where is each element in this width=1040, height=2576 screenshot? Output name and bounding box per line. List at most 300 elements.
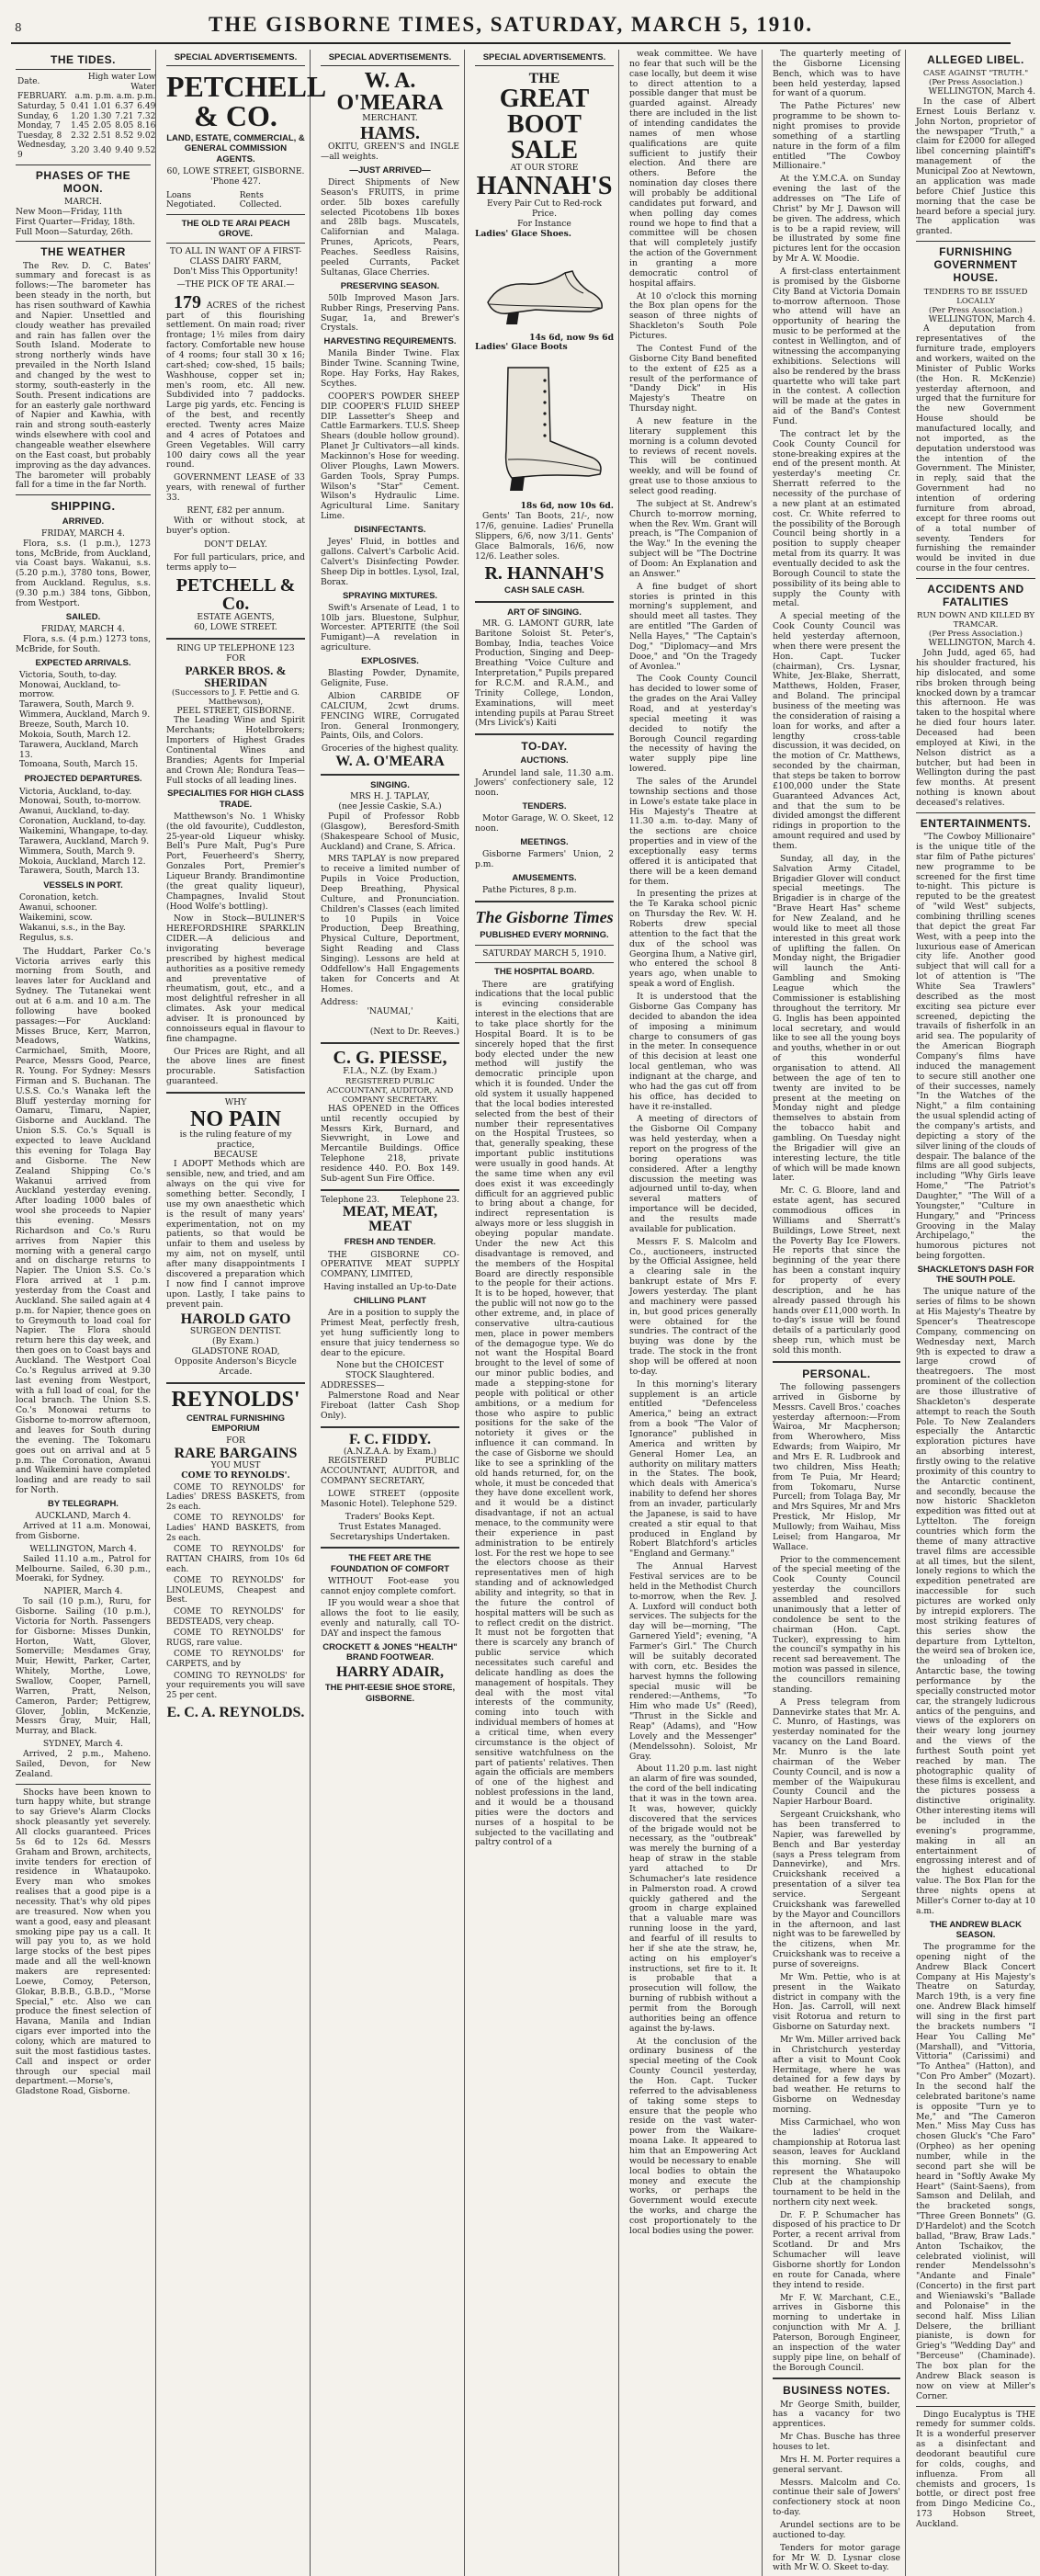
tides-time: 2.32	[71, 131, 90, 141]
nopain-why: WHY	[224, 1097, 247, 1108]
list-item: Tarawera, South, March 9.	[19, 699, 134, 710]
list-item: Coronation, Auckland, to-day.	[19, 816, 146, 827]
entertainments-heading: ENTERTAINMENTS.	[920, 816, 1032, 830]
moon-line: New Moon—Friday, 11th	[16, 206, 123, 217]
dingo-ad: Dingo Eucalyptus is THE remedy for summer colds. It is a wonderful preserver as a disinfectant and deodorant beautiful cure for colds, coughs, and influenza. From all chemists and grocers, 1s bottle, or direct post free from Dingo Medicine Co., 173 Hobson Street, Auckland.	[916, 2409, 1035, 2529]
gato-exam: (By Exam.)	[211, 1336, 260, 1347]
personal-paragraph: Miss Carmichael, who won the ladies' croquet championship at Rotorua last season, leaves for Auckland this morning. She will represent the Whataupoko Club at the championship tournament to be held in the northern city next week.	[773, 2116, 900, 2207]
list-item: Awanui, Auckland, to-day.	[19, 806, 130, 817]
peach-delay: DON'T DELAY.	[204, 539, 267, 550]
personal-paragraph: Dr. F. P. Schumacher has disposed of his practice to Dr Porter, a recent arrival from Scotland. Dr and Mrs Schumacher will leave Gisborne shortly for London en route for Canada, where they intend to reside.	[773, 2209, 900, 2290]
column-1	[11, 50, 156, 2576]
news-paragraph: The quarterly meeting of the Gisborne Licensing Bench, which was to have been held yesterday, lapsed for want of a quorum.	[773, 49, 900, 99]
taplay-nee: (nee Jessie Caskie, S.A.)	[338, 801, 442, 812]
meat-title: MEAT, MEAT, MEAT	[342, 1204, 438, 1235]
house-sub: TENDERS TO BE ISSUED LOCALLY	[923, 287, 1028, 306]
tides-header-date: Date.	[17, 77, 40, 87]
personal-paragraph: Mr Wm. Miller arrived back in Christchurch yesterday after a visit to Mount Cook Hermitage, where he was detained for a few days by bad weather. He returns to Gisborne on Wednesday morning.	[773, 2035, 900, 2116]
list-item: Monowai, South, to-morrow.	[19, 796, 141, 807]
art-singing-text: MR. G. LAMONT GURR, late Baritone Soloist St. Peter's, Bombay, India, teaches Voice Production, Singing and Deep-Breathing "Voice Culture and Interpretation," Pupils prepared for R.C.M. and R.A.M., and Trinity College, London, Examinations, will meet intending pupils at Parau Street (Mrs Livick's) Kaiti	[475, 618, 614, 729]
omeara-footer: W. A. O'MEARA	[335, 754, 445, 770]
misc-notes: Shocks have been known to turn happy white, but strange to say Grieve's Alarm Clocks shock pleasantly yet severely. All clocks guaranteed. Prices 5s 6d to 12s 6d. Messrs Graham and Brown, architects, invite tenders for erection of residence in Whataupoko. Every man who smokes realises that a good pipe is a necessity. That's why old pipes are treasured. Now when you want a good, easy and pleasant smoking pipe pay us a call. It will pay you to, as we hold large stocks of the best pipes made and all the well-known makers are represented: Loewe, Comoy, Peterson, Glokar, B.B.B., G.B.D., "Morse Special," etc. Also we can produce the finest selection of Havana, Manila and Indian cigars ever imported into the colony, which are matured to suit the most fastidious tastes. Call and inspect or order through our special mail department.—Morse's, Gladstone Road, Gisborne.	[16, 1787, 151, 2097]
omeara-hams: HAMS.	[360, 123, 420, 144]
today-meetings: MEETINGS.	[520, 837, 569, 848]
list-item: Waikemini, Whangape, to-day.	[19, 825, 149, 836]
house-assoc: (Per Press Association.)	[929, 305, 1023, 315]
column-3	[316, 50, 465, 2576]
business-paragraph: Messrs. Malcolm and Co. continue their sale of Jowers' confectionery stock at noon to-day.	[773, 2477, 900, 2518]
arrived-heading: ARRIVED.	[62, 516, 105, 527]
boot-sale: BOOT SALE	[507, 110, 582, 165]
list-item: Tarawera, South, March 13.	[19, 866, 140, 877]
house-heading: FURNISHING GOVERNMENT HOUSE.	[933, 245, 1018, 285]
boot-name: HANNAH'S	[476, 172, 613, 201]
today-heading: TO-DAY.	[521, 740, 568, 754]
peach-stock: With or without stock, at buyer's option.	[166, 515, 305, 536]
projected-list	[19, 788, 151, 878]
moon-month: MARCH.	[64, 196, 102, 207]
omeara-carbide: Albion CARBIDE OF CALCIUM, 2cwt drums. FENCING WIRE, Corrugated Iron. General Ironmongery, Paints, Oils, and Colors.	[321, 690, 459, 742]
personal-paragraph: Prior to the commencement of the special meeting of the Cook County Council yesterday the councillors assembled and resolved unanimously that a letter of condolence be sent to the chairman (Hon. Capt. Tucker), expressing to him the council's sympathy in his recent sad bereavement. The motion was passed in silence, the councillors remaining standing.	[773, 1554, 900, 1695]
special-ads-heading: SPECIAL ADVERTISEMENTS.	[166, 52, 305, 66]
taplay-text2: MRS TAPLAY is now prepared to receive a limited number of Pupils in Voice Production, Deep Breathing, Physical Culture, and Pronunciation. Children's Classes (each limited to 10 Pupils in Voice Production, Deep Breathing, Physical Culture, Deportment, Sight Reading and Class Singing). Lessons are held at Oddfellow's Hall Engagements taken for Concerts and At Homes.	[321, 854, 459, 994]
tides-header-water: High water Low Water	[87, 73, 156, 92]
news-paragraph: At 10 o'clock this morning the Box plan opens for the season of three nights of Shackleton's South Pole Pictures.	[629, 290, 757, 342]
libel-heading: ALLEGED LIBEL.	[927, 53, 1024, 66]
omeara-pres: 50lb Improved Mason Jars. Rubber Rings, Preserving Pans. Sugar, 1a, and Brewer's Crystals.	[321, 292, 459, 334]
meat-tel-left: Telephone 23.	[321, 1195, 380, 1205]
art-singing-heading: ART OF SINGING.	[507, 607, 582, 618]
omeara-harv: Manila Binder Twine. Flax Binder Twine. Scanning Twine, Rope. Hay Forks, Hay Rakes, Scythes.	[321, 348, 459, 389]
list-item: Victoria, South, to-day.	[19, 669, 118, 680]
list-item: Mokoia, South, March 12.	[19, 729, 131, 740]
shipping-heading: SHIPPING.	[51, 499, 116, 514]
omeara-text: Direct Shipments of New Season's FRUITS, in prime order. 5lb boxes carefully selected Picotobens 1lb boxes and 28lb bags. Muscatels, Californian and Malaga. Prunes, Apricots, Pears, Peaches. Seedless Raisins, peeled Currants, Packet Sultanas, Glace Cherries.	[321, 176, 459, 278]
parker-spec-heading: SPECIALITIES FOR HIGH CLASS TRADE.	[167, 789, 304, 810]
reynolds-rare: RARE BARGAINS	[174, 1445, 298, 1461]
news-paragraph: The Annual Harvest Festival services are to be held in the Methodist Church to-morrow, when the Rev. J. A. Luxford will conduct both services. The subjects for the day will be—morning, "The Garnered Yield"; evening, "A Farmer's Girl." The Church will be suitably decorated with corn, etc. Besides the harvest hymns the following special music will be rendered:—Anthems, "To Him who made Us" (Reed), "Thrust in the Sickle and Reap" (Adams), and "How Lovely and the Messenger" (Mendelssohn). Soloist, Mr Gray.	[629, 1561, 757, 1762]
column-4	[470, 50, 619, 2576]
libel-text: In the case of Albert Ernest Louis Berlanz v. John Norton, proprietor of the newspaper "Truth," a claim for £2000 for alleged libel concerning plaintiff's management of the Municipal Zoo at Newtown, an application was made before Chief Justice this morning that the case be heard before a special jury. The application was granted.	[916, 96, 1035, 237]
boot-for: For Instance	[517, 218, 571, 229]
today-tenders: TENDERS.	[522, 801, 567, 812]
column-2	[162, 50, 327, 2576]
tides-day: Saturday, 5	[17, 101, 65, 111]
newspaper-title: THE GISBORNE TIMES, SATURDAY, MARCH 5, 1910.	[208, 13, 813, 36]
times-sub: PUBLISHED EVERY MORNING.	[480, 930, 609, 941]
tides-subheader: a.m. p.m. a.m. p.m.	[74, 92, 156, 102]
tides-time: 6.37	[115, 101, 134, 111]
today-tenders-text: Motor Garage, W. O. Skeet, 12 noon.	[475, 813, 614, 834]
news-paragraph: The Pathe Pictures' new programme to be shown to-night promises to provide something of a startling nature in the form of a film entitled "The Cowboy Millionaire."	[773, 101, 900, 172]
list-item: Wimmera, South, March 9.	[19, 845, 136, 857]
hospital-text: There are gratifying indications that the local public is evincing considerable interest in the elections that are to take place shortly for the Hospital Board. It is to be sincerely hoped that the first body elected under the new method will justify the democratic principle upon which it is founded. Under the old system it usually happened that the local bodies interested selected from the best of their number their representatives on the Hospital Trustees, so that, generally speaking, these important public institutions were usually in good hands. At the same time when any evil does exist it was exceedingly difficult for an aggrieved public to bring about a change, for indirect representation is always more or less sluggish in obeying popular mandate. Under the new Act this disadvantage is removed, and the members of the Hospital Board are directly responsible to the people for their actions. It is to be hoped, however, that the public will not now go to the other extreme, and, in place of conservative ultra-cautious men, place in power members of the demagogue type. We do not want the Hospital Board brought to the level of some of our minor public bodies, and made a stepping-stone for people with political or other ambitions, or a medium for those who aspire to public positions for the sake of the notoriety it gives or the influence it can command. In the case of Gisborne we should like to see a sprinkling of the old hands returned, for, on the whole, it must be conceded that they have done excellent work, and it would be a distinct disadvantage, if not an actual menace, to the community were their experience in past administration to be entirely lost. For the rest we hope to see the electors choose as their representatives men of high standing and of acknowledged ability and integrity, so that in the future the control of hospital matters will be such as to reflect credit on the district. It must not be forgotten that there is scarcely any branch of public service which necessitates such careful and delicate handling as does the management of hospitals. They deal with the most vital interests of the community, coming into touch with individual members of homes at a critical time, when every circumstance is the object of sensitive watchfulness on the part of patients' relatives. Then again the officials are members of one of the highest and noblest professions in the land, and it would be a thousand pities were the doctors and nurses of a hospital to be subjected to the vacillating and paltry control of a	[475, 979, 615, 1848]
accidents-assoc: (Per Press Association.)	[929, 630, 1023, 640]
gato-opp: Opposite Anderson's Bicycle Arcade.	[175, 1356, 297, 1377]
feet-text1: WITHOUT Foot-ease you cannot enjoy complete comfort.	[321, 1575, 459, 1596]
sailed-text: Flora, s.s. (4 p.m.) 1273 tons, McBride, for South.	[16, 633, 151, 654]
feet-brand: CROCKETT & JONES "HEALTH" BRAND FOOTWEAR.	[322, 1641, 458, 1663]
peach-text2: Don't Miss This Opportunity!	[173, 266, 299, 277]
boot-the: THE	[528, 71, 560, 87]
sailed-date: FRIDAY, MARCH 4.	[41, 623, 125, 634]
boot-shoe1-label: Ladies' Glace Shoes.	[475, 228, 571, 239]
omeara-brands: OKITU, GREEN'S and INGLE—all weights.	[321, 142, 459, 162]
meat-tel-right: Telephone 23.	[400, 1195, 459, 1205]
telegraph-text: Arrived, 2 p.m., Maheno. Sailed, Devon, for New Zealand.	[16, 1748, 151, 1779]
boot-cash: CASH SALE CASH.	[503, 585, 585, 596]
today-amuse-text: Pathe Pictures, 8 p.m.	[482, 885, 577, 896]
accidents-text: John Judd, aged 65, had his shoulder fractured, his hip dislocated, and some ribs broken through being knocked down by a tramcar this afternoon. He was taken to the hospital where he died four hours later. Deceased had been employed at Kiwi, in the Nelson district as a butcher, but had been in Wellington during the past few months. At present nothing is known about deceased's relatives.	[916, 648, 1035, 809]
petchell-desc: LAND, ESTATE, COMMERCIAL, & GENERAL COMMISSION AGENTS.	[166, 133, 305, 165]
omeara-grocer: Groceries of the highest quality.	[321, 743, 459, 755]
today-meetings-text: Gisborne Farmers' Union, 2 p.m.	[475, 849, 614, 870]
house-text: A deputation from representatives of the furniture trade, employers and workers, waited on the Minister of Public Works (the Hon. R. McKenzie) yesterday afternoon, and urged that the furniture for the new Government House should be manufactured locally, and not imported, as the deputation understood was the intention of the Government. The Minister, in reply, said that the Government had no intention of ordering furniture from abroad, except for three rooms out of a total number of seventy. Tenders for furnishing the remainder would be invited in due course in the four centres.	[916, 323, 1035, 574]
reynolds-for: FOR	[226, 1436, 245, 1447]
peach-desc: ACRES of the richest part of this flourishing settlement. On main road; river frontage; 1½ miles from dairy factory. Comfortable new house of 4 rooms; four stall 30 x 16; cart-shed; cow-shed, 15 bails; Washhouse, copper set in; men's room, etc. All new. Subdivided into 7 paddocks. Large pig yards, etc. Fencing is of the best, and recently erected. Twenty acres Maize and 4 acres of Potatoes and Green Vegetables. Will carry 100 dairy cows all the year round.	[166, 300, 306, 471]
ladies-boot-illustration	[480, 358, 609, 496]
meat-plant: CHILLING PLANT	[353, 1295, 427, 1306]
personal-paragraph: Mr Wm. Pettie, who is at present in the Waikato district in company with the Hon. Jas. Carroll, will next visit Rotorua and return to Gisborne on Saturday next.	[773, 1971, 900, 2033]
fiddy-books: Traders' Books Kept.	[345, 1511, 435, 1522]
telegraph-place: SYDNEY, March 4.	[42, 1739, 124, 1750]
news-paragraph: A special meeting of the Cook County Council was held yesterday afternoon, when there were present the Hon. Capt. Tucker (chairman), Crs. Lysnar, White, Jex-Blake, Sherratt, Matthews, Holden, Fraser, and Boland. The principal business of the meeting was the consideration of raising a loan for works, and after a lengthy cross-table discussion, it was decided, on the motion of Cr. Matthews, seconded by the chairman, that steps be taken to borrow £100,000 under the State Guaranteed Advances Act, and that the sum to be divided amongst the different ridings in proportion to the amount required and used by them.	[773, 611, 900, 852]
accidents-place: WELLINGTON, March 4.	[928, 638, 1035, 649]
boot-name2: R. HANNAH'S	[484, 563, 605, 584]
parker-name: PARKER BROS. & SHERIDAN	[185, 663, 287, 689]
reynolds-line: COME TO REYNOLDS' for CARPETS, and by	[166, 1650, 305, 1669]
tides-row	[16, 102, 157, 112]
news-paragraph: It is understood that the Gisborne Gas Company has decided to abandon the idea of imposing a minimum charge to consumers of gas in the meter. In consequence of this decision at least one local gentleman, who was indignant at the charge, and who had the gas cut off from his office, has decided to have it re-installed.	[629, 992, 757, 1112]
boot-at: AT OUR STORE	[510, 163, 579, 174]
omeara-expl: Blasting Powder, Dynamite, Gelignite, Fuse.	[321, 668, 459, 689]
nopain-because2: BECAUSE	[213, 1149, 258, 1160]
shackleton-text: The unique nature of the series of films to be shown at His Majesty's Theatre by Spencer's Theatrescope Company, commencing on Wednesday next, March 9th is expected to draw a large crowd of theatregoers. The most prominent of the collection are those illustrative of Shackleton's desperate attempt to reach the South Pole. To New Zealanders especially the Antarctic exploration pictures have an absorbing interest, firstly owing to the relative proximity of this country to the Antarctic continent, and secondly, because the now historic Shackleton expedition was fitted out at Lyttelton. The foreign countries which form the theme of many attractive travel films are accessible at all times, but the silent, lonely regions to which the expedition penetrated are inaccessible for such pictures are worked only by intrepid explorers. The most striking features of this series show the departure from Lyttelton, the weird sea of broken ice, the unloading of the Antarctic base, the towing performance by the specially constructed motor car, the strangely ludicrous antics of the penguins, and views of the explorers on their weary long journey and the views of the furthest South point yet reached by man. The photographic quality of these films is excellent, and the pictures possess a distinctive originality. Other interesting items will be included in the evening's programme, making in all an entertainment of engrossing interest and of the highest educational value. The Box Plan for the three nights opens at Miller's Corner to-day at 10 a.m.	[916, 1287, 1035, 1916]
peach-rent: RENT, £82 per annum.	[187, 505, 285, 516]
tides-time: 3.40	[93, 145, 112, 155]
fiddy-estates: Trust Estates Managed.	[338, 1521, 442, 1532]
personal-paragraph: Mr F. W. Marchant, C.E., arrives in Gisborne this morning to undertake in conjunction with Mr A. J. Paterson, Borough Engineer, an inspection of the water supply pipe line, on behalf of the Borough Council.	[773, 2292, 900, 2373]
tides-time: 2.51	[93, 131, 112, 141]
tides-time: 9.02	[137, 131, 156, 141]
news-paragraphs	[629, 50, 757, 2237]
telegraph-text: Arrived at 11 a.m. Monowai, from Gisborne.	[16, 1521, 151, 1541]
parker-text: The Leading Wine and Spirit Merchants; Hotelbrokers; Importers of Highest Grades Continental Wines and Brandies; Agents for Imperial and Crown Ale; Rondura Teas—Full stocks of all leading lines.	[166, 715, 305, 786]
tides-time: 9.40	[115, 145, 134, 155]
news-paragraph: The Cook County Council has decided to lower some of the grades on the Arai Valley Road, and at yesterday's special meeting it was decided to notify the Borough Council regarding the necessity of having the water supply pipe line lowered.	[629, 674, 757, 775]
meat-addr: Palmerstone Road and Near Fireboat (latter Cash Shop Only).	[321, 1390, 459, 1421]
gato-name: HAROLD GATO	[180, 1311, 291, 1328]
moon-heading: PHASES OF THE MOON.	[35, 168, 131, 195]
reynolds-line: COME TO REYNOLDS' for BEDSTEADS, very cheap.	[166, 1606, 305, 1627]
boot-misc: Gents' Tan Boots, 21/-, now 17/6, genuine. Ladies' Prunella Slippers, 6/6, now 3/11. Gents' Glace Balmorals, 16/6, now 12/6. Leather soles.	[475, 511, 614, 562]
entertainments-text: "The Cowboy Millionaire" is the unique title of the star film of Pathe pictures' new programme to be screened for the first time to-night. This picture is reputed to be the greatest of "wild West" subjects, combining thrilling scenes that depict the great Far West, with a peep into the luxurious ease of American city life. Another good subject that will call for a lot of attention is "The White Sea Trawlers" described as the most exciting sea picture ever screened, depicting the travails of fisherfolk in an arid sea. The popularity of the American Biograph Company's films have induced the management to secure still another one of their successes, namely "In the Watches of the Night," a film containing the usual splendid acting of the company's artists, and depicting a story of the silver lining of the clouds of despair. The balance of the films are all good subjects, including "Why Girls leave Home," "The Patriot's Daughter," "The Will of a Youngster," "Culture in Hungary," and "Princess Grooving in the Malay Archipelago," the humorous pictures not being forgotten.	[916, 832, 1035, 1262]
petchell-addr: 60, LOWE STREET, GISBORNE.	[166, 165, 305, 176]
feet-text2: IF you would wear a shoe that allows the foot to lie easily, evenly and naturally, call TO-DAY and inspect the famous	[321, 1598, 459, 1640]
business-paragraph: Mr George Smith, builder, has a vacancy for two apprentices.	[773, 2399, 900, 2430]
tides-time: 6.49	[137, 101, 156, 111]
list-item: Monowai, Auckland, to-morrow.	[19, 679, 121, 700]
reynolds-line: COMING TO REYNOLDS' for your requirements you will save 25 per cent.	[166, 1671, 305, 1700]
news-paragraph: Sunday, all day, in the Salvation Army Citadel, Brigadier Glover will conduct special meetings. The Brigadier is in charge of the "Brave Heart Has" scheme for New Zealand, and he would like to meet all those interested in this great work of uplifting the fallen. On Monday night, the Brigadier will launch the Anti-Gambling and Smoking League which the Commissioner is establishing throughout the territory. Mr G. Inglis has been appointed local secretary, and would like to see all the young boys and youths, whether in or out of this wonderful organisation to attend. All between the age of ten to twenty are invited to be present at the meeting on Monday night and pledge themselves to abstain from the tobacco habit and gambling. On Tuesday night the Brigadier will give an interesting lecture, the title of which will be made known later.	[773, 853, 900, 1184]
news-paragraph: The Contest Fund of the Gisborne City Band benefited to the extent of £25 as a result of the performance of "Dandy Dick" in His Majesty's Theatre on Thursday night.	[629, 343, 757, 414]
tides-time: 1.45	[71, 121, 90, 131]
tides-time: 1.01	[93, 101, 112, 111]
fiddy-name: F. C. FIDDY.	[348, 1431, 432, 1447]
taplay-addr1: 'NAUMAI,'	[367, 1006, 413, 1017]
tides-time: 0.41	[71, 101, 90, 111]
reynolds-line: COME TO REYNOLDS' for LINOLEUMS, Cheapest and Best.	[166, 1576, 305, 1606]
tides-time: 8.16	[137, 121, 156, 131]
fiddy-addr: LOWE STREET (opposite Masonic Hotel). Telephone 529.	[321, 1489, 459, 1509]
news-paragraph: Mr. C. G. Bloore, land and estate agent, has secured commodious offices in Williams and Sherratt's Buildings, Lowe Street, next the Poverty Bay Ice Flowers. He reports that since the beginning of the year there has been a constant inquiry for property of every description, and he has already passed through his hands over £11,000 worth. In to-day's issue will be found details of a particularly good sheep run, which must be sold this month.	[773, 1186, 900, 1356]
petchell-agent-addr: 60, LOWE STREET.	[194, 621, 277, 632]
news-paragraph: In presenting the prizes at the Te Karaka school picnic on Thursday the Rev. W. H. Roberts drew special attention to the fact that the dux of the school was Georgina Ihum, a Native girl, who entered the school 8 years ago, when unable to speak a word of English.	[629, 889, 757, 990]
list-item: Victoria, Auckland, to-day.	[19, 786, 132, 797]
telegraph-place: AUCKLAND, March 4.	[35, 1511, 131, 1522]
taplay-name: MRS H. J. TAPLAY,	[350, 791, 430, 802]
reynolds-name: REYNOLDS'	[171, 1387, 300, 1412]
petchell-agent: PETCHELL & Co.	[175, 575, 296, 615]
taplay-addr-label: Address:	[321, 996, 358, 1007]
news-paragraph: At the Y.M.C.A. on Sunday evening the last of the addresses on "The Life of Christ" by Mr J. Dawson will be given. The address, which is to be a rapid review, will be illustrated by some fine pictures lent for the occasion by Mr A. W. Moodie.	[773, 174, 900, 265]
reynolds-sub: CENTRAL FURNISHING EMPORIUM	[187, 1413, 285, 1434]
news-paragraph: About 11.20 p.m. last night an alarm of fire was sounded, the cord of the bell indicating that it was in the town area. It was, however, quickly discovered that the services of the brigade would not be necessary, as the "outbreak" was merely the burning of a heap of straw in the stable yard attached to Dr Schumacher's late residence in Palmerston road. A crowd quickly gathered and the groom in charge explained that a valuable mare was running loose in the yard, and fearful of ill results to her if she ate the straw, he, acting on his employer's instructions, set fire to it. It is probable that a prosecution will follow, the burning of rubbish without a permit from the Borough authorities being an offence against the by-laws.	[629, 1764, 757, 2034]
taplay-text1: Pupil of Professor Robb (Glasgow), Beresford-Smith (Shakespeare School of Music, Auckland) and Crane, S. Africa.	[321, 811, 459, 852]
parker-spec-text: Matthewson's No. 1 Whisky (the old favourite), Cuddleston, 25-year-old Liqueur whisky. Bell's Pure Malt, Pug's Pure Port, Feuerheerd's Sherry, Gonzales Port, Premier's Liqueur Brandy. Brandimontine (the great quality liqueur), Champagnes, Invalid Stout (Hood Wolfe's bottling).	[166, 811, 305, 912]
tides-time: 1.30	[93, 111, 112, 121]
list-item: Coronation, ketch.	[19, 892, 99, 903]
piesse-title: REGISTERED PUBLIC ACCOUNTANT, AUDITOR, AND COMPANY SECRETARY.	[326, 1076, 454, 1105]
omeara-disinf-heading: DISINFECTANTS.	[354, 525, 426, 536]
reynolds-line: COME TO REYNOLDS' for Ladies' HAND BASKETS, from 2s each.	[166, 1514, 305, 1543]
tides-day: Tuesday, 8	[17, 131, 62, 141]
times-masthead: The Gisborne Times	[475, 908, 614, 927]
list-item: Breeze, South, March 10.	[19, 720, 130, 730]
peach-heading: THE OLD TE ARAI PEACH GROVE.	[181, 218, 290, 239]
omeara-dips: COOPER'S POWDER SHEEP DIP. COOPER'S FLUID SHEEP DIP. Lassetter's Sheep and Cattle Earmarkers. T.U.S. Sheep Shears (double hollow ground). Planet Jr Cultivators—all kinds. Mackinnon's Hose for weeding. Oliver Ploughs, Lawn Mowers. Garden Tools, Spray Pumps. Wilson's "Star" Cement. Wilson's Hydraulic Lime. Agricultural Lime. Sanitary Lime.	[321, 391, 459, 522]
tides-row	[16, 121, 157, 131]
peach-apply: For full particulars, price, and terms apply to—	[166, 552, 305, 573]
telegraph-place: WELLINGTON, March 4.	[29, 1543, 137, 1554]
tides-month: FEBRUARY.	[17, 92, 68, 102]
masthead	[11, 7, 1011, 44]
tides-heading: THE TIDES.	[16, 53, 151, 70]
adair-store: THE PHIT-EESIE SHOE STORE, GISBORNE.	[324, 1683, 456, 1704]
piesse-text: HAS OPENED in the Offices until recently occupied by Messrs Kirk, Burnard, and Sievwright, in Lowe and Mercantile Buildings. Office Telephone 218, private residence 440. P.O. Box 149. Sub-agent Sun Fire Office.	[321, 1103, 459, 1184]
business-paragraph: Mr Chas. Busche has three houses to let.	[773, 2432, 900, 2452]
meat-sub: FRESH AND TENDER.	[344, 1237, 436, 1248]
list-item: Regulus, s.s.	[19, 932, 73, 943]
nopain-text: I ADOPT Methods which are sensible, new, and tried, and am always on the qui vive for something better. Secondly, I use my own anaesthetic which is the result of many years' experimentation, not on my patients, so that would be unfair to them and useless by my aim, not on myself, until after many disappointments I discovered a preparation which I now find I cannot improve upon. Lastly, I take pains to prevent pain.	[166, 1159, 305, 1310]
news-paragraph: weak committee. We have no fear that such will be the case locally, but deem it wise to direct attention to a possible danger that must be guarded against. Already there are included in the list of intending candidates the names of men whose qualifications are quite sufficient to justify their election. And there are others. Before the nomination day closes there will probably be additional candidates put forward, and when polling day comes round we hope to find that a committee will be chosen that will completely justify the action of the Government in granting a more democratic control of hospital affairs.	[629, 49, 757, 289]
personal-paragraph: Sergeant Cruickshank, who has been transferred to Napier, was farewelled by Bench and Bar yesterday (says a Press telegram from Dannevirke), and Mrs. Cruickshank received a presentation of a silver tea service. Sergeant Cruickshank was farewelled by the Mayor and Councillors in the afternoon, and last night was to be farewelled by the citizens, when Mr. Cruickshank was to receive a purse of sovereigns.	[773, 1810, 900, 1969]
meat-co: THE GISBORNE CO-OPERATIVE MEAT SUPPLY COMPANY, LIMITED,	[321, 1249, 459, 1280]
omeara-disinf: Jeyes' Fluid, in bottles and gallons. Calvert's Carbolic Acid. Calvert's Disinfecting Powder. Sheep Dip in bottles. Lysol, Izal, Borax.	[321, 537, 459, 587]
singing-heading: SINGING.	[370, 780, 410, 791]
petchell-name: PETCHELL & CO.	[166, 70, 327, 133]
omeara-expl-heading: EXPLOSIVES.	[361, 656, 419, 667]
business-paragraph: Tenders for motor garage for Mr W. D. Lysnar close with Mr W. O. Skeet to-day.	[773, 2542, 900, 2573]
feet-title: THE FEET ARE THE FOUNDATION OF COMFORT	[330, 1553, 450, 1574]
gato-title: SURGEON DENTIST.	[189, 1326, 282, 1337]
gato-addr: GLADSTONE ROAD,	[191, 1346, 280, 1357]
meat-having: Having installed an Up-to-Date	[323, 1282, 457, 1293]
fiddy-text: REGISTERED PUBLIC ACCOUNTANT, AUDITOR, and COMPANY SECRETARY,	[321, 1456, 459, 1487]
today-auctions-text: Arundel land sale, 11.30 a.m. Jowers' confectionery sale, 12 noon.	[475, 767, 614, 799]
personal-paragraph: A Press telegram from Dannevirke states that Mr. A. C. Munro, of Hastings, was yesterday nominated for the vacancy on the Land Board. Mr. Munro is the late chairman of the Weber County Council, and is now a member of the Waipukurau County Council and the Napier Harbour Board.	[773, 1697, 900, 1808]
news-paragraph: At the conclusion of the ordinary business of the special meeting of the Cook County Council yesterday, the Hon. Capt. Tucker referred to the advisableness of taking some steps to ensure that the people who reside on the vast water-power from the Waikare-moana Lake. It appeared to him that an Empowering Act would be necessary to enable local bodies to obtain the money and execute the works, or perhaps the Government would execute the works, and charge the cost proportionately to the local bodies using the power.	[629, 2036, 757, 2236]
news-paragraph: A meeting of directors of the Gisborne Oil Company was held yesterday, when a report on the progress of the boring operations was considered. After a lengthy discussion the meeting was adjourned until to-day, when several matters of importance will be decided, and the results made available for publication.	[629, 1114, 757, 1234]
list-item: Tomoana, South, March 15.	[19, 759, 138, 770]
boot-price1: 14s 6d, now 9s 6d	[529, 332, 614, 343]
business-heading: BUSINESS NOTES.	[783, 2384, 890, 2398]
omeara-spray: Swift's Arsenate of Lead, 1 to 10lb jars. Bluestone, Sulphur, Worcester. APTERITE (the Soil Fumigant)—A revelation in agriculture.	[321, 602, 459, 653]
hospital-heading: THE HOSPITAL BOARD.	[494, 967, 594, 978]
shipping-notes: The Huddart, Parker Co.'s Victoria arrives early this morning from South, and leaves later for Auckland and Sydney. The Tutanekai went out at 6 a.m. and 10 a.m. The following have booked passages:—For Auckland: Misses Bruce, Kerr, Marron, Meadows, Watkins, Carmichael, Smith, Moore, Pearce, Messrs Good, Pearce, R. Young. For Sydney: Messrs Firman and S. Buchanan. The U.S.S. Co.'s Wanaka left the Bluff yesterday morning for Oamaru, Timaru, Napier, Gisborne and Auckland. The Union S.S. Co.'s Squall is expected to leave Auckland this evening for Tolaga Bay and Gisborne. The New Zealand Shipping Co.'s Wakanui arrived from Auckland yesterday evening. After loading 1000 bales of wool she proceeds to Napier this evening. Messrs Richardson and Co.'s Ruru arrives from Napier this morning with a general cargo and on discharge returns to Napier. The Union S.S. Co.'s Flora arrived at 1 p.m. yesterday from the Coast and Auckland. She sailed again at 4 p.m. for Napier, thence goes on to Greymouth to load coal for Napier. The Flora should return here this day week, and then goes on to Coast bays and Auckland. The Westport Coal Co.'s Regulus arrived at 9.30 last evening from Westport, with a full load of coal, for the local branch. The Union S.S. Co.'s Monowai returns to Gisborne to-morrow afternoon, and leaves for South during the evening. The Tokomaru goes out on arrival and at 5 p.m. The Coronation, Awanui and Waikemini have completed loading and are ready to sail for North.	[16, 946, 151, 1496]
accidents-heading: ACCIDENTS AND FATALITIES	[927, 582, 1024, 609]
taplay-addr2: Kaiti,	[436, 1016, 459, 1027]
news-paragraph: The subject at St. Andrew's Church to-morrow morning, when the Rev. Wm. Grant will preach, is "The Companion of the Way." In the evening the subject will be "The Doctrine of Doom: An Explanation and an Answer."	[629, 498, 757, 579]
news-paragraph: The sales of the Arundel township sections and those in Lowe's estate take place in His Majesty's Theatre at 11.30 a.m. to-day. Many of the sections are choice properties and in view of the exceptionally easy terms offered it is anticipated that there will be a keen demand for them.	[629, 777, 757, 887]
tides-day: Wednesday, 9	[17, 141, 67, 161]
meat-text: Are in a position to supply the Primest Meat, perfectly fresh, yet hung sufficiently long to ensure that juicy tenderness so dear to the epicure.	[321, 1308, 459, 1358]
reynolds-line: COME TO REYNOLDS' for Ladies' DRESS BASKETS, from 2s each.	[166, 1482, 305, 1512]
personal-paragraphs	[773, 1383, 900, 2373]
expected-heading: EXPECTED ARRIVALS.	[35, 657, 131, 668]
boot-every: Every Pair Cut to Red-rock Price.	[486, 199, 602, 219]
boot-great: GREAT	[499, 85, 590, 114]
nopain-because1: is the ruling feature of my practice,	[179, 1129, 292, 1150]
list-item: Mokoia, Auckland, March 12.	[19, 856, 146, 867]
peach-text1: TO ALL IN WANT OF A FIRST-CLASS DAIRY FARM,	[169, 246, 302, 267]
column-5	[625, 50, 763, 2576]
tides-time: 8.52	[115, 131, 134, 141]
libel-assoc: (Per Press Association.)	[929, 78, 1023, 88]
column-6	[768, 50, 906, 2576]
nopain-title: NO PAIN	[190, 1106, 281, 1131]
list-item: Waikemini, scow.	[19, 913, 93, 924]
petchell-phone: 'Phone 427.	[210, 176, 261, 187]
tides-time: 1.20	[71, 111, 90, 121]
arrived-text: Flora, s.s. (1 p.m.), 1273 tons, McBride, from Auckland, via Coast bays. Wakanui, s.s. (5.20 p.m.), 3780 tons, Bower, from Auckland. Regulus, s.s. (9.30 p.m.) 384 tons, Gibbon, from Westport.	[16, 538, 151, 608]
reynolds-list	[166, 1483, 305, 1701]
news-paragraphs	[773, 50, 900, 1356]
reynolds-must: YOU MUST	[210, 1459, 261, 1470]
personal-heading: PERSONAL.	[802, 1367, 871, 1380]
omeara-pres-heading: PRESERVING SEASON.	[340, 280, 440, 291]
telegraph-place: NAPIER, March 4.	[43, 1586, 123, 1597]
page-mark: 8	[15, 21, 22, 34]
sailed-heading: SAILED.	[65, 611, 101, 622]
news-paragraph: In this morning's literary supplement is an article entitled "Defenceless America," being an extract from a book "The Valor of Ignorance" published in America and written by General Homer Lea, an authority on military matters in the States. The book, which deals with America's inability to defend her shores from an invader, particularly the Japanese, is said to have created a stir equal to that produced in England by Robert Blatchford's articles "England and Germany."	[629, 1379, 757, 1560]
ladies-shoe-illustration	[480, 245, 609, 328]
omeara-just: —JUST ARRIVED—	[349, 165, 431, 176]
andrew-black-text: The programme for the opening night of the Andrew Black Concert Company at His Majesty's Theatre on Saturday, March 19th, is a very fine one. Andrew Black himself will sing in the first part the brackets numbers "I Hear You Calling Me" (Marshall), and "Vittoria, Vittoria" (Carissimi) and "To Anthea" (Hatton), and "Con Pro Amber" (Mozart). In the second half the celebrated baritone's name is opposite "Turn ye to Me," and "The Cameron Men." Miss May Cuss has chosen Gluck's "Che Faro" (Orpheo) as her opening number, while in the second part she will be heard in "Softly Awake My Heart" (Saint-Saens), from Samson and Delilah, and the bracketed songs, "Three Green Bonnets" (G. D'Hardelot) and the Scotch ballad, "Braw, Braw Lads." Anton Tschaikov, the celebrated violinist, will render Mendelssohn's "Andante and Finale" (Concerto) in the first part and Wieniawski's "Ballade and Polonaise" in the second half. Miss Lilian Delsere, the brilliant pianiste, is down for Grieg's "Wedding Day" and "Berceuse" (Chaminade). The box plan for the Andrew Black season is now on view at Miller's Corner.	[916, 1941, 1035, 2401]
arrived-date: FRIDAY, MARCH 4.	[41, 528, 125, 539]
reynolds-come: COME TO REYNOLDS'.	[181, 1470, 290, 1481]
personal-paragraph: The following passengers arrived in Gisborne by Messrs. Cavell Bros.' coaches yesterday afternoon:—From Wairoa, Mr Macpherson; from Wherowhero, Miss Edwards; from Waipiro, Mr and Mrs E. R. Ludbrook and two children, Miss Heath; from Te Puia, Mr Heard; from Tokomaru, Nurse Purcell; from Tolaga Bay, Mr and Mrs Squires, Mr and Mrs Prestick, Mr Hislop, Mr Mullowly; from Waihau, Miss Leisel; from Hangaroa, Mr Wallace.	[773, 1382, 900, 1552]
news-paragraph: A fine budget of short stories is printed in this morning's supplement, and should meet all tastes. They are entitled "The Garden of Nella Hayes," "The Captain's Dog," "Diplomacy—and Mrs Dooe," and "On the Tragedy of Avonlea."	[629, 581, 757, 672]
libel-place: WELLINGTON, March 4.	[928, 86, 1035, 97]
boot-shoe2-label: Ladies' Glace Boots	[475, 342, 568, 353]
tides-day: Sunday, 6	[17, 111, 59, 121]
tides-table	[16, 73, 157, 160]
tides-row	[16, 141, 157, 160]
news-paragraph: A new feature in the literary supplement this morning is a column devoted to reviews of recent novels. This will be continued weekly, and will be found of great use to those anxious to select good reading.	[629, 415, 757, 496]
business-paragraphs	[773, 2400, 900, 2574]
peach-acres: 179	[174, 291, 201, 312]
reynolds-line: COME TO REYNOLDS' for RATTAN CHAIRS, from 10s 6d each.	[166, 1545, 305, 1574]
list-item: Tarawera, Auckland, March 13.	[19, 739, 139, 760]
moon-line: First Quarter—Friday, 18th.	[16, 216, 136, 227]
expected-list	[19, 671, 151, 771]
parker-now: Now in Stock—BULINER'S HEREFORDSHIRE SPARKLIN CIDER.—A delicious and invigorating beverage prescribed by highest medical authorities as a positive remedy and preventative of rheumatism, gout, etc., and a most delightful refresher in all climates. Ask your medical adviser. It is pronounced by connoisseurs equal in flavour to fine champagne.	[166, 914, 305, 1044]
telegraph-list	[16, 1512, 151, 1779]
piesse-name: C. G. PIESSE,	[333, 1047, 447, 1068]
news-paragraph: A first-class entertainment is promised by the Gisborne City Band at Victoria Domain to-morrow afternoon. Those who attend will have an opportunity of hearing the music to be performed at the contest in Wellington, and of witnessing the accompanying exhibitions. Selections will also be rendered by the brass quartette who will take part in the contest. A collection will be made at the gates in aid of the Band's Contest Fund.	[773, 267, 900, 426]
tides-header-row	[16, 73, 157, 92]
news-paragraph: The contract let by the Cook County Council for stone-breaking expires at the end of the present month. At yesterday's meeting Cr. Sherratt referred to the necessity of the purchase of a new plant at an estimated cost. Cr. White referred to the possibility of the Borough Council being shortly in a position to supply cheaper metal from its quarry. It was eventually decided to ask the Borough Council to state the possibility of its being able to supply the County with metal.	[773, 428, 900, 609]
reynolds-footer: E. C. A. REYNOLDS.	[166, 1705, 305, 1721]
boot-price2: 18s 6d, now 10s 6d.	[520, 501, 614, 512]
peach-pick: —THE PICK OF TE ARAI.—	[176, 278, 295, 289]
libel-sub: CASE AGAINST "TRUTH."	[922, 69, 1029, 79]
port-list	[19, 893, 151, 943]
times-date: SATURDAY MARCH 5, 1910.	[482, 948, 606, 959]
andrew-black-heading: THE ANDREW BLACK SEASON.	[930, 1919, 1022, 1940]
special-ads-heading: SPECIAL ADVERTISEMENTS.	[321, 52, 459, 66]
tides-row	[16, 112, 157, 122]
shackleton-heading: SHACKLETON'S DASH FOR THE SOUTH POLE.	[917, 1265, 1034, 1286]
business-paragraph: Arundel sections are to be auctioned to-day.	[773, 2519, 900, 2540]
piesse-quals: F.I.A., N.Z. (by Exam.)	[343, 1065, 437, 1076]
parker-ring: RING UP TELEPHONE 123 FOR	[176, 642, 295, 664]
omeara-harv-heading: HARVESTING REQUIREMENTS.	[323, 336, 457, 347]
tides-rows	[16, 102, 157, 161]
moon-line: Full Moon—Saturday, 26th.	[16, 226, 133, 237]
list-item: Wimmera, Auckland, March 9.	[19, 709, 151, 721]
tides-time: 2.05	[93, 121, 112, 131]
tides-time: 9.52	[137, 145, 156, 155]
projected-heading: PROJECTED DEPARTURES.	[24, 774, 142, 785]
today-amuse: AMUSEMENTS.	[512, 873, 577, 884]
omeara-name: W. A. O'MEARA	[336, 69, 444, 116]
petchell-rents: Rents Collected.	[239, 190, 282, 210]
today-auctions: AUCTIONS.	[520, 755, 569, 766]
reynolds-line: COME TO REYNOLDS' for RUGS, rare value.	[166, 1628, 305, 1648]
taplay-addr3: (Next to Dr. Reeves.)	[369, 1027, 459, 1038]
petchell-loans: Loans Negotiated.	[166, 190, 216, 210]
house-place: WELLINGTON, March 4.	[928, 313, 1035, 324]
special-ads-heading: SPECIAL ADVERTISEMENTS.	[475, 52, 614, 66]
meat-choicest: None but the CHOICEST STOCK Slaughtered.	[336, 1360, 444, 1381]
omeara-merchant: MERCHANT.	[362, 113, 418, 124]
business-paragraph: Mrs H. M. Porter requires a general servant.	[773, 2454, 900, 2475]
tides-time: 3.20	[71, 145, 90, 155]
port-heading: VESSELS IN PORT.	[43, 880, 123, 891]
tides-time: 7.32	[137, 111, 156, 121]
parker-succ: (Successors to J. F. Pettie and G. Matthewson),	[171, 687, 300, 707]
weather-heading: THE WEATHER	[40, 245, 126, 259]
meat-addr-label: ADDRESSES—	[321, 1380, 385, 1391]
telegraph-text: Sailed 11.10 a.m., Patrol for Melbourne. Sailed, 6.30 p.m., Moeraki, for Sydney.	[16, 1553, 151, 1584]
weather-text: The Rev. D. C. Bates' summary and forecast is as follows:—The barometer has been steady in the north, but has risen southward of Kawhia and Napier. Unsettled and cloudy weather has prevailed and rain has fallen over the South Island. Moderate to strong northerly winds have prevailed in the North Island and changed by the west to stormy, south-easterly in the South. Present indications are for an easterly gale northward of Napier and Kawhia, with rain and strong south-easterly winds elsewhere with cool and changeable weather elsewhere on the East coast, but probably improving as the day advances. The barometer will probably fall for a time in the far North.	[16, 260, 152, 491]
list-item: Wakanui, s.s., in the Bay.	[19, 923, 126, 934]
omeara-spray-heading: SPRAYING MIXTURES.	[342, 590, 438, 601]
fiddy-sec: Secretaryships Undertaken.	[330, 1531, 450, 1542]
tides-time: 8.05	[115, 121, 134, 131]
